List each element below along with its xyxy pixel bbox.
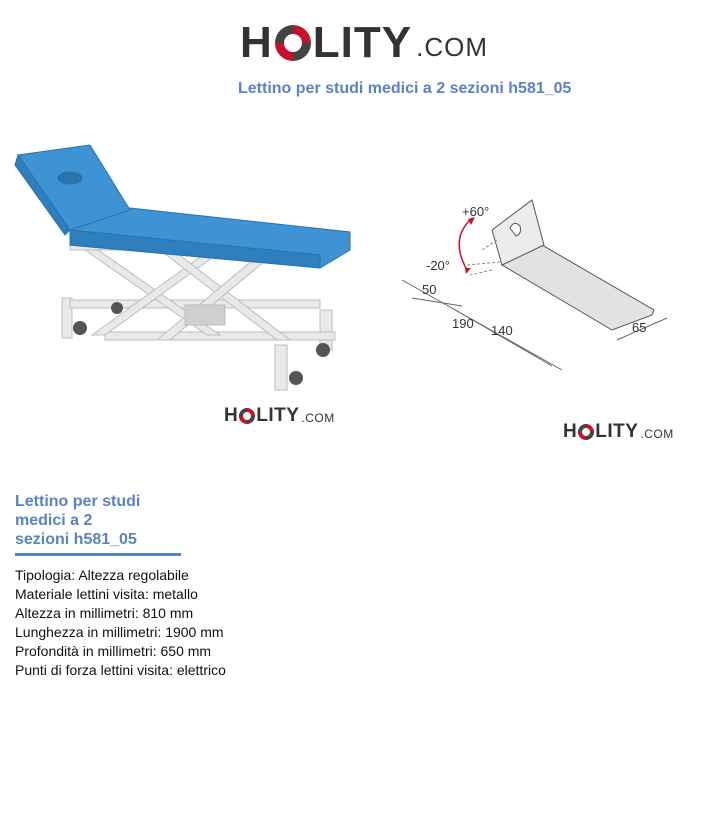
spec-value: 1900 mm [165,624,224,640]
spec-row: Tipologia: Altezza regolabile [15,567,189,583]
spec-value: 650 mm [160,643,212,659]
logo-ring-icon [275,25,311,61]
spec-row: Altezza in millimetri: 810 mm [15,605,194,621]
page-title: Lettino per studi medici a 2 sezioni h581_05 [238,80,572,97]
logo-dotcom: .COM [640,427,674,441]
spec-row: Materiale lettini visita: metallo [15,586,198,602]
spec-label: Punti di forza lettini visita [15,662,170,678]
spec-label: Materiale lettini visita [15,586,145,602]
logo-text-pre: H [563,421,578,442]
spec-row: Profondità in millimetri: 650 mm [15,643,212,659]
holity-logo-small [563,421,674,443]
angle-up-label: +60° [462,204,490,219]
spec-value: Altezza regolabile [78,567,189,583]
logo-ring-icon [578,424,594,440]
spec-value: metallo [152,586,198,602]
logo-text-pre: H [240,18,273,67]
product-photo [10,140,360,395]
product-name-line: Lettino per studi [15,493,141,510]
spec-label: Lunghezza in millimetri [15,624,158,640]
dim-head-label: 50 [422,282,437,297]
dim-width-label: 65 [632,320,647,335]
spec-label: Altezza in millimetri [15,605,135,621]
holity-logo-small [224,405,335,427]
logo-text-pre: H [224,405,239,426]
product-name-line: sezioni h581_05 [15,531,137,548]
spec-list [15,566,226,680]
bed-mattress [15,145,350,268]
logo-ring-icon [239,408,255,424]
logo-text-post: LITY [312,18,413,67]
product-name-line: medici a 2 [15,512,93,529]
logo-text-post: LITY [595,421,639,442]
tilt-lines [467,240,500,275]
logo-text-post: LITY [256,405,300,426]
diagram-bed [492,200,654,330]
logo-dotcom: .COM [416,32,488,62]
title-divider [15,553,181,556]
angle-down-label: -20° [426,258,450,273]
spec-row: Punti di forza lettini visita: elettrico [15,662,226,678]
spec-value: 810 mm [142,605,194,621]
spec-label: Tipologia [15,567,72,583]
dimension-diagram [392,190,682,380]
holity-logo[interactable] [240,18,488,68]
spec-row: Lunghezza in millimetri: 1900 mm [15,624,224,640]
dim-body-label: 140 [491,323,513,338]
spec-value: elettrico [176,662,226,678]
spec-label: Profondità in millimetri [15,643,153,659]
dim-total-label: 190 [452,316,474,331]
logo-dotcom: .COM [301,411,335,425]
dimension-lines [402,280,667,370]
tilt-arc [459,220,470,270]
product-name [15,492,175,549]
